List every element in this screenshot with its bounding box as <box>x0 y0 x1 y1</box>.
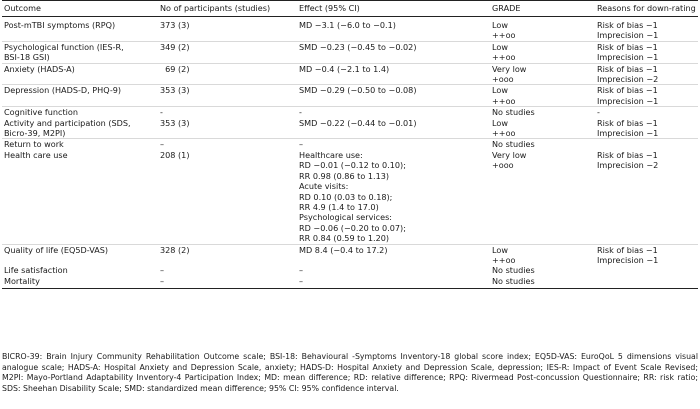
cell-reasons-line: Imprecision −1 <box>597 30 659 41</box>
cell-effect-line: RD 0.10 (0.03 to 0.18); <box>299 191 393 202</box>
cell-effect <box>297 118 490 139</box>
header-effect: Effect (95% CI) <box>297 1 490 17</box>
cell-effect <box>297 139 490 150</box>
cell-participants-value: - <box>160 107 163 118</box>
cell-effect-line: – <box>299 275 304 286</box>
cell-grade-line: ++oo <box>492 52 516 63</box>
cell-outcome <box>2 41 158 63</box>
cell-grade <box>490 265 595 275</box>
cell-participants <box>158 150 297 244</box>
cell-outcome-line: Life satisfaction <box>4 265 68 276</box>
cell-participants <box>158 63 297 85</box>
cell-participants <box>158 276 297 289</box>
cell-participants-value: 328 (2) <box>160 244 190 255</box>
cell-reasons <box>595 276 698 289</box>
cell-participants-value: 353 (3) <box>160 85 190 96</box>
cell-participants <box>158 107 297 118</box>
cell-grade-line: +ooo <box>492 160 514 171</box>
cell-grade <box>490 139 595 150</box>
cell-effect-line: RD −0.01 (−0.12 to 0.10); <box>299 160 406 171</box>
table-row <box>2 150 698 244</box>
cell-effect-line: RD −0.06 (−0.20 to 0.07); <box>299 222 406 233</box>
cell-participants <box>158 118 297 139</box>
cell-grade-line: Low <box>492 85 508 96</box>
cell-effect-line: MD −3.1 (−6.0 to −0.1) <box>299 20 396 30</box>
cell-outcome <box>2 107 158 118</box>
cell-outcome <box>2 150 158 244</box>
cell-effect-line: - <box>299 107 302 118</box>
cell-effect <box>297 276 490 289</box>
table-row <box>2 244 698 265</box>
cell-outcome-line: BSI-18 GSI) <box>4 52 50 63</box>
cell-reasons <box>595 17 698 42</box>
cell-outcome-line: Return to work <box>4 139 64 150</box>
table-row <box>2 85 698 107</box>
cell-outcome-line: Depression (HADS-D, PHQ-9) <box>4 85 122 96</box>
cell-outcome-line: Activity and participation (SDS, <box>4 117 131 128</box>
cell-effect-line: RR 0.84 (0.59 to 1.20) <box>299 233 390 244</box>
cell-grade-line: Very low <box>492 63 527 74</box>
cell-reasons-line: Imprecision −2 <box>597 160 659 171</box>
cell-reasons-line: Risk of bias −1 <box>597 244 658 255</box>
cell-grade-line: No studies <box>492 107 535 118</box>
cell-effect <box>297 85 490 107</box>
cell-outcome <box>2 118 158 139</box>
cell-participants-value: 353 (3) <box>160 117 190 128</box>
cell-participants-value: – <box>160 265 165 276</box>
header-row <box>2 1 698 17</box>
cell-grade <box>490 150 595 244</box>
cell-effect-line: MD 8.4 (−0.4 to 17.2) <box>299 244 388 255</box>
cell-reasons-line: Imprecision −1 <box>597 128 659 139</box>
cell-grade-line: Low <box>492 117 508 128</box>
table-row <box>2 265 698 275</box>
grade-evidence-table <box>2 0 698 289</box>
cell-grade-line: No studies <box>492 265 535 276</box>
cell-outcome-line: Mortality <box>4 275 40 286</box>
cell-participants-value: – <box>160 139 165 150</box>
cell-reasons-line: Risk of bias −1 <box>597 117 658 128</box>
cell-outcome <box>2 85 158 107</box>
cell-effect-line: Acute visits: <box>299 181 349 192</box>
cell-reasons-line: - <box>597 107 600 118</box>
cell-grade-line: +ooo <box>492 74 514 85</box>
cell-participants-value: – <box>160 275 165 286</box>
cell-grade-line: ++oo <box>492 30 516 41</box>
cell-grade-line: Low <box>492 244 508 255</box>
table-row <box>2 63 698 85</box>
cell-reasons <box>595 63 698 85</box>
cell-effect-line: SMD −0.29 (−0.50 to −0.08) <box>299 85 417 96</box>
cell-reasons-line: Risk of bias −1 <box>597 41 658 52</box>
cell-participants <box>158 41 297 63</box>
cell-reasons <box>595 41 698 63</box>
cell-participants-value: 208 (1) <box>160 149 190 160</box>
cell-outcome <box>2 265 158 275</box>
cell-grade <box>490 17 595 42</box>
grade-evidence-table-container <box>2 0 698 289</box>
cell-reasons-line: Risk of bias −1 <box>597 85 658 96</box>
cell-participants-value: 69 (2) <box>160 63 190 74</box>
cell-outcome <box>2 276 158 289</box>
table-row <box>2 139 698 150</box>
cell-outcome <box>2 63 158 85</box>
table-row <box>2 17 698 42</box>
cell-grade-line: Low <box>492 41 508 52</box>
cell-reasons <box>595 244 698 265</box>
cell-outcome-line: Post-mTBI symptoms (RPQ) <box>4 20 116 30</box>
cell-reasons-line: Imprecision −1 <box>597 254 659 265</box>
cell-effect-line: RR 4.9 (1.4 to 17.0) <box>299 201 379 212</box>
table-row <box>2 41 698 63</box>
cell-reasons-line: Risk of bias −1 <box>597 20 658 30</box>
cell-outcome <box>2 244 158 265</box>
cell-reasons-line <box>597 276 696 286</box>
cell-grade-line: Low <box>492 20 508 30</box>
cell-participants-value: 373 (3) <box>160 20 190 30</box>
cell-outcome-line: Bicro-39, M2PI) <box>4 128 66 139</box>
cell-reasons-line: Imprecision −1 <box>597 52 659 63</box>
cell-grade-line: ++oo <box>492 95 516 106</box>
cell-grade <box>490 118 595 139</box>
cell-effect-line: – <box>299 265 304 276</box>
cell-reasons <box>595 85 698 107</box>
cell-reasons <box>595 139 698 150</box>
cell-effect-line: Psychological services: <box>299 212 393 223</box>
cell-grade <box>490 41 595 63</box>
header-participants: No of participants (studies) <box>158 1 297 17</box>
cell-reasons <box>595 107 698 118</box>
cell-effect-line: – <box>299 139 304 150</box>
cell-reasons-line: Imprecision −1 <box>597 95 659 106</box>
cell-outcome <box>2 139 158 150</box>
cell-grade <box>490 63 595 85</box>
cell-reasons <box>595 118 698 139</box>
cell-effect <box>297 17 490 42</box>
cell-reasons-line <box>597 139 696 149</box>
cell-grade-line: No studies <box>492 275 535 286</box>
cell-outcome-line: Anxiety (HADS-A) <box>4 63 75 74</box>
cell-outcome-line: Health care use <box>4 149 68 160</box>
header-grade: GRADE <box>490 1 595 17</box>
cell-grade-line: ++oo <box>492 254 516 265</box>
cell-effect-line: Healthcare use: <box>299 149 363 160</box>
table-row <box>2 118 698 139</box>
cell-grade <box>490 85 595 107</box>
cell-outcome <box>2 17 158 42</box>
cell-effect <box>297 244 490 265</box>
cell-reasons-line: Risk of bias −1 <box>597 63 658 74</box>
cell-reasons <box>595 265 698 275</box>
cell-grade <box>490 107 595 118</box>
cell-effect <box>297 107 490 118</box>
cell-grade-line: Very low <box>492 149 527 160</box>
cell-grade-line: No studies <box>492 139 535 150</box>
table-header <box>2 1 698 17</box>
cell-effect <box>297 63 490 85</box>
cell-effect <box>297 150 490 244</box>
header-reasons: Reasons for down-rating <box>595 1 698 17</box>
header-outcome: Outcome <box>2 1 158 17</box>
cell-participants <box>158 139 297 150</box>
cell-effect <box>297 265 490 275</box>
cell-grade <box>490 276 595 289</box>
cell-effect-line: RR 0.98 (0.86 to 1.13) <box>299 170 390 181</box>
cell-reasons-line <box>597 265 696 275</box>
cell-effect-line: SMD −0.22 (−0.44 to −0.01) <box>299 117 417 128</box>
cell-reasons-line: Risk of bias −1 <box>597 149 658 160</box>
cell-grade-line: ++oo <box>492 128 516 139</box>
cell-grade <box>490 244 595 265</box>
cell-reasons-line: Imprecision −2 <box>597 74 659 85</box>
cell-outcome-line: Quality of life (EQ5D-VAS) <box>4 244 109 255</box>
cell-participants-value: 349 (2) <box>160 41 190 52</box>
table-row <box>2 276 698 289</box>
table-body <box>2 17 698 289</box>
table-row <box>2 107 698 118</box>
cell-participants <box>158 17 297 42</box>
cell-outcome-line: Cognitive function <box>4 107 78 118</box>
cell-effect-line: SMD −0.23 (−0.45 to −0.02) <box>299 41 417 52</box>
cell-participants <box>158 244 297 265</box>
cell-outcome-line: Psychological function (IES-R, <box>4 41 124 52</box>
cell-effect <box>297 41 490 63</box>
cell-participants <box>158 85 297 107</box>
cell-effect-line: MD −0.4 (−2.1 to 1.4) <box>299 63 390 74</box>
cell-participants <box>158 265 297 275</box>
table-footnote: BICRO-39: Brain Injury Community Rehabilitation Outcome scale; BSI-18: Behavioural -Symptoms Inventory-18 global score index; EQ5D-VAS: EuroQoL 5 dimensions visual analogue scale; HADS-A: Hospital Anxiety and Depression Scale, anxiety; HADS-D: Hospital Anxiety and Depression Scale, depression; IES-R: Impact of Event Scale Revised; M2PI: Mayo-Portland Adaptability Inventory-4 Participation Index; MD: mean difference; RD: relative difference; RPQ: Rivermead Post-concussion Questionnaire; RR: risk ratio; SDS: Sheehan Disability Scale; SMD: standardized mean difference; 95% CI: 95% confidence interval. <box>2 352 698 393</box>
cell-reasons <box>595 150 698 244</box>
